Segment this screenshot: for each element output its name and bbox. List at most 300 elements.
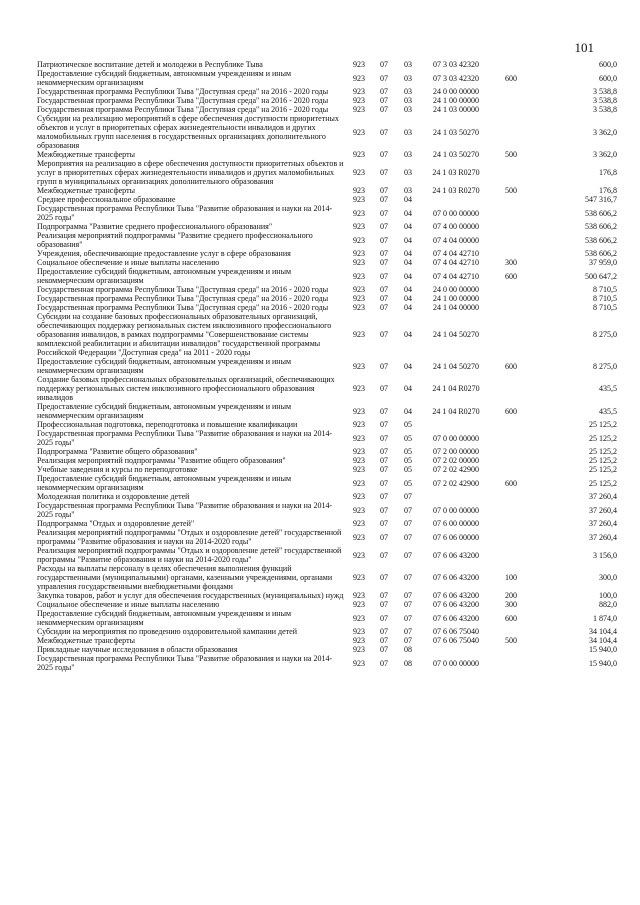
row-expense-type: 600 — [505, 73, 517, 83]
row-subsection-code: 04 — [404, 249, 412, 258]
row-subsection-code: 03 — [404, 87, 412, 96]
row-name: Государственная программа Республики Тыва "Развитие образования и науки на 2014-2025 годы" — [37, 654, 333, 672]
row-gr-code: 923 — [353, 186, 365, 195]
row-section-code: 07 — [380, 285, 388, 294]
row-name: Государственная программа Республики Тыва "Развитие образования и науки на 2014-2025 годы" — [37, 204, 333, 222]
row-target-code: 07 2 02 00000 — [433, 456, 479, 465]
row-subsection-code: 07 — [404, 613, 412, 623]
row-amount: 15 940,0 — [589, 645, 617, 654]
row-section-code: 07 — [380, 87, 388, 96]
row-expense-type — [492, 87, 530, 96]
row-name: Реализация мероприятий подпрограммы "Развитие среднего профессионального образования" — [37, 231, 313, 249]
row-gr-code: 923 — [353, 127, 365, 137]
row-name: Государственная программа Республики Тыва "Доступная среда" на 2016 - 2020 годы — [37, 285, 329, 294]
row-subsection-code: 07 — [404, 550, 412, 560]
row-name: Субсидии на мероприятия по проведению оздоровительной кампании детей — [37, 627, 298, 636]
table-row — [36, 474, 618, 492]
row-target-code: 24 1 00 00000 — [433, 96, 479, 105]
row-section-code: 07 — [380, 492, 388, 501]
row-gr-code: 923 — [353, 636, 365, 645]
row-section-code: 07 — [380, 361, 388, 371]
table-row — [36, 96, 618, 105]
table-row — [36, 159, 618, 186]
table-row — [36, 105, 618, 114]
row-target-code: 24 1 03 00000 — [433, 105, 479, 114]
row-target-code: 07 0 00 00000 — [433, 505, 479, 515]
row-subsection-code: 07 — [404, 600, 412, 609]
row-target-code: 24 0 00 00000 — [433, 285, 479, 294]
row-amount: 538 606,2 — [585, 235, 617, 245]
row-expense-type — [492, 375, 530, 402]
row-subsection-code: 04 — [404, 208, 412, 218]
row-name: Социальное обеспечение и иные выплаты населению — [37, 600, 220, 609]
row-name: Учреждения, обеспечивающие предоставление услуг в сфере образования — [37, 249, 291, 258]
row-gr-code: 923 — [353, 330, 365, 339]
row-target-code: 07 6 06 43200 — [433, 550, 479, 560]
table-row — [36, 402, 618, 420]
table-row — [36, 465, 618, 474]
row-gr-code: 923 — [353, 150, 365, 159]
row-section-code: 07 — [380, 627, 388, 636]
row-subsection-code: 07 — [404, 532, 412, 542]
row-section-code: 07 — [380, 73, 388, 83]
row-gr-code: 923 — [353, 285, 365, 294]
row-gr-code: 923 — [353, 465, 365, 474]
row-amount: 8 710,5 — [593, 303, 617, 312]
row-expense-type: 600 — [505, 406, 517, 416]
row-gr-code: 923 — [353, 87, 365, 96]
row-subsection-code: 04 — [404, 271, 412, 281]
row-expense-type — [492, 546, 530, 564]
row-expense-type — [492, 492, 530, 501]
row-target-code: 24 1 03 R0270 — [432, 186, 480, 195]
row-target-code: 07 2 00 00000 — [433, 447, 479, 456]
row-target-code: 07 6 06 43200 — [433, 573, 479, 582]
row-target-code — [420, 645, 492, 654]
row-amount: 882,0 — [599, 600, 617, 609]
row-expense-type — [492, 204, 530, 222]
row-subsection-code: 04 — [404, 222, 412, 231]
row-amount: 547 316,7 — [585, 195, 617, 204]
row-target-code: 24 1 03 50270 — [433, 150, 479, 159]
row-target-code: 07 6 06 43200 — [433, 613, 479, 623]
row-expense-type — [492, 465, 530, 474]
row-target-code: 24 1 04 R0270 — [432, 384, 480, 393]
row-subsection-code: 07 — [404, 591, 412, 600]
row-section-code: 07 — [380, 636, 388, 645]
row-section-code: 07 — [380, 330, 388, 339]
row-amount: 37 260,4 — [589, 505, 617, 515]
row-gr-code: 923 — [353, 235, 365, 245]
row-gr-code: 923 — [353, 573, 365, 582]
row-target-code: 24 1 03 R0270 — [432, 168, 480, 177]
row-name: Межбюджетные трансферты — [37, 150, 135, 159]
table-row — [36, 114, 618, 150]
row-expense-type: 500 — [505, 636, 517, 645]
row-gr-code: 923 — [353, 96, 365, 105]
row-expense-type: 500 — [505, 150, 517, 159]
row-gr-code: 923 — [353, 478, 365, 488]
row-amount: 25 125,2 — [589, 447, 617, 456]
row-section-code: 07 — [380, 303, 388, 312]
row-name: Социальное обеспечение и иные выплаты населению — [37, 258, 220, 267]
table-row — [36, 258, 618, 267]
table-row — [36, 636, 618, 645]
row-subsection-code: 04 — [404, 330, 412, 339]
table-row — [36, 456, 618, 465]
row-name: Предоставление субсидий бюджетным, автономным учреждениям и иным некоммерческим организациям — [37, 267, 292, 285]
row-name: Реализация мероприятий подпрограммы "Отдых и оздоровление детей" государственной программы "Развитие образования и науки на 2014-2020 годы" — [37, 546, 342, 564]
row-amount: 538 606,2 — [585, 249, 617, 258]
row-gr-code: 923 — [353, 406, 365, 416]
row-section-code: 07 — [380, 600, 388, 609]
row-expense-type: 200 — [505, 591, 517, 600]
row-name: Субсидии на реализацию мероприятий в сфере обеспечения доступности приоритетных объектов и услуг в приоритетных сферах жизнедеятельности инвалидов и других маломобильных групп населения в государственных организациях дополнительного образования — [37, 114, 339, 150]
row-gr-code: 923 — [353, 627, 365, 636]
row-gr-code: 923 — [353, 384, 365, 393]
table-row — [36, 645, 618, 654]
row-amount: 25 125,2 — [589, 456, 617, 465]
row-subsection-code: 08 — [404, 645, 412, 654]
row-name: Создание базовых профессиональных образовательных организаций, обеспечивающих поддержку региональных систем инклюзивного профессионального образования инвалидов — [37, 375, 335, 402]
row-amount: 100,0 — [599, 591, 617, 600]
row-amount: 8 275,0 — [593, 330, 617, 339]
row-gr-code: 923 — [353, 456, 365, 465]
row-section-code: 07 — [380, 505, 388, 515]
row-target-code: 07 6 06 75040 — [433, 636, 479, 645]
budget-table — [36, 60, 618, 672]
row-gr-code: 923 — [353, 447, 365, 456]
row-subsection-code: 03 — [404, 96, 412, 105]
row-expense-type — [492, 447, 530, 456]
row-expense-type — [492, 105, 530, 114]
row-name: Закупка товаров, работ и услуг для обеспечения государственных (муниципальных) нужд — [37, 591, 344, 600]
row-expense-type — [492, 627, 530, 636]
row-target-code: 07 4 04 42710 — [433, 258, 479, 267]
row-name: Государственная программа Республики Тыва "Доступная среда" на 2016 - 2020 годы — [37, 87, 329, 96]
row-name: Государственная программа Республики Тыва "Развитие образования и науки на 2014-2025 годы" — [37, 429, 333, 447]
row-expense-type — [492, 420, 530, 429]
row-name: Государственная программа Республики Тыва "Доступная среда" на 2016 - 2020 годы — [37, 105, 329, 114]
row-section-code: 07 — [380, 294, 388, 303]
row-target-code: 24 1 04 R0270 — [432, 406, 480, 416]
row-gr-code: 923 — [353, 658, 365, 668]
row-subsection-code: 05 — [404, 456, 412, 465]
row-expense-type — [492, 285, 530, 294]
row-amount: 25 125,2 — [589, 433, 617, 443]
row-amount: 8 710,5 — [593, 285, 617, 294]
row-amount: 3 156,0 — [593, 550, 617, 560]
row-name: Межбюджетные трансферты — [37, 636, 135, 645]
table-row — [36, 303, 618, 312]
row-target-code: 07 3 03 42320 — [433, 60, 479, 69]
row-expense-type: 600 — [505, 271, 517, 281]
row-section-code: 07 — [380, 258, 388, 267]
table-row — [36, 528, 618, 546]
row-section-code: 07 — [380, 478, 388, 488]
row-expense-type — [492, 222, 530, 231]
row-section-code: 07 — [380, 186, 388, 195]
table-row — [36, 249, 618, 258]
row-subsection-code: 05 — [404, 478, 412, 488]
row-name: Субсидии на создание базовых профессиональных образовательных организаций, обеспечивающих поддержку региональных систем инклюзивного профессионального образования инвалидов, в рамках подпрограммы "Совершенствование системы комплексной реабилитации и абилитации инвалидов" государственной программы Российской Федерации "Доступная среда" на 2011 - 2020 годы — [37, 312, 332, 357]
row-subsection-code: 03 — [404, 127, 412, 137]
row-section-code: 07 — [380, 168, 388, 177]
table-row — [36, 222, 618, 231]
row-target-code: 07 4 04 42710 — [433, 271, 479, 281]
row-name: Расходы на выплаты персоналу в целях обеспечения выполнения функций государственными (муниципальными) органами, казенными учреждениями, органами управления государственными внебюджетными фондами — [37, 564, 333, 591]
row-expense-type: 100 — [505, 573, 517, 582]
row-gr-code: 923 — [353, 532, 365, 542]
row-target-code — [420, 492, 492, 501]
row-section-code: 07 — [380, 96, 388, 105]
row-gr-code: 923 — [353, 645, 365, 654]
row-expense-type — [492, 249, 530, 258]
row-expense-type — [492, 456, 530, 465]
row-subsection-code: 07 — [404, 492, 412, 501]
row-subsection-code: 04 — [404, 294, 412, 303]
row-amount: 8 275,0 — [593, 361, 617, 371]
row-subsection-code: 04 — [404, 384, 412, 393]
row-name: Реализация мероприятий подпрограммы "Развитие общего образования" — [37, 456, 286, 465]
table-row — [36, 600, 618, 609]
row-subsection-code: 04 — [404, 285, 412, 294]
row-name: Государственная программа Республики Тыва "Доступная среда" на 2016 - 2020 годы — [37, 303, 329, 312]
row-amount: 3 538,8 — [593, 87, 617, 96]
row-section-code: 07 — [380, 420, 388, 429]
row-gr-code: 923 — [353, 195, 365, 204]
table-row — [36, 501, 618, 519]
row-target-code: 07 4 04 42710 — [433, 249, 479, 258]
row-target-code: 24 0 00 00000 — [433, 87, 479, 96]
row-subsection-code: 04 — [404, 361, 412, 371]
row-name: Предоставление субсидий бюджетным, автономным учреждениям и иным некоммерческим организациям — [37, 609, 292, 627]
page-number: 101 — [574, 40, 594, 55]
row-target-code: 07 2 02 42900 — [433, 478, 479, 488]
row-target-code: 07 6 06 75040 — [433, 627, 479, 636]
table-row — [36, 357, 618, 375]
row-name: Среднее профессиональное образование — [37, 195, 176, 204]
row-subsection-code: 07 — [404, 627, 412, 636]
row-amount: 37 959,0 — [589, 258, 617, 267]
row-gr-code: 923 — [353, 60, 365, 69]
row-subsection-code: 03 — [404, 168, 412, 177]
row-amount: 176,8 — [599, 168, 617, 177]
row-subsection-code: 04 — [404, 406, 412, 416]
row-target-code — [420, 195, 492, 204]
row-gr-code: 923 — [353, 105, 365, 114]
row-subsection-code: 05 — [404, 433, 412, 443]
row-amount: 34 104,4 — [589, 627, 617, 636]
row-target-code: 24 1 03 50270 — [433, 127, 479, 137]
row-expense-type — [492, 96, 530, 105]
row-gr-code: 923 — [353, 73, 365, 83]
row-section-code: 07 — [380, 271, 388, 281]
row-subsection-code: 04 — [404, 258, 412, 267]
row-gr-code: 923 — [353, 591, 365, 600]
row-gr-code: 923 — [353, 550, 365, 560]
row-section-code: 07 — [380, 532, 388, 542]
table-row — [36, 204, 618, 222]
row-target-code: 07 6 06 00000 — [433, 532, 479, 542]
table-row — [36, 627, 618, 636]
row-amount: 3 538,8 — [593, 105, 617, 114]
row-target-code: 07 6 00 00000 — [433, 519, 479, 528]
row-subsection-code: 08 — [404, 658, 412, 668]
row-target-code: 07 2 02 42900 — [433, 465, 479, 474]
table-row — [36, 420, 618, 429]
row-amount: 34 104,4 — [589, 636, 617, 645]
row-section-code: 07 — [380, 447, 388, 456]
row-expense-type — [492, 645, 530, 654]
row-section-code: 07 — [380, 384, 388, 393]
row-target-code: 07 0 00 00000 — [433, 658, 479, 668]
table-row — [36, 564, 618, 591]
row-expense-type — [492, 519, 530, 528]
row-subsection-code: 03 — [404, 186, 412, 195]
row-target-code: 07 4 04 00000 — [433, 235, 479, 245]
row-amount: 3 362,0 — [593, 127, 617, 137]
row-subsection-code: 03 — [404, 60, 412, 69]
row-amount: 600,0 — [599, 60, 617, 69]
row-expense-type: 300 — [505, 600, 517, 609]
row-subsection-code: 03 — [404, 73, 412, 83]
table-row — [36, 654, 618, 672]
row-subsection-code: 05 — [404, 420, 412, 429]
row-section-code: 07 — [380, 658, 388, 668]
row-expense-type: 600 — [505, 478, 517, 488]
table-row — [36, 186, 618, 195]
row-section-code: 07 — [380, 105, 388, 114]
row-subsection-code: 04 — [404, 303, 412, 312]
row-section-code: 07 — [380, 550, 388, 560]
row-expense-type — [492, 231, 530, 249]
row-name: Государственная программа Республики Тыва "Развитие образования и науки на 2014-2025 годы" — [37, 501, 333, 519]
row-section-code: 07 — [380, 235, 388, 245]
row-section-code: 07 — [380, 456, 388, 465]
row-amount: 37 260,4 — [589, 519, 617, 528]
row-target-code: 07 6 06 43200 — [433, 591, 479, 600]
row-section-code: 07 — [380, 645, 388, 654]
row-target-code: 24 1 00 00000 — [433, 294, 479, 303]
row-name: Предоставление субсидий бюджетным, автономным учреждениям и иным некоммерческим организациям — [37, 357, 292, 375]
row-name: Межбюджетные трансферты — [37, 186, 135, 195]
row-subsection-code: 07 — [404, 636, 412, 645]
row-subsection-code: 05 — [404, 465, 412, 474]
row-amount: 300,0 — [599, 573, 617, 582]
row-target-code: 07 0 00 00000 — [433, 433, 479, 443]
row-amount: 37 260,4 — [589, 532, 617, 542]
table-row — [36, 312, 618, 357]
row-amount: 3 362,0 — [593, 150, 617, 159]
row-expense-type — [492, 159, 530, 186]
table-row — [36, 285, 618, 294]
row-target-code: 07 4 00 00000 — [433, 222, 479, 231]
row-amount: 25 125,2 — [589, 420, 617, 429]
row-target-code: 24 1 04 50270 — [433, 330, 479, 339]
row-amount: 15 940,0 — [589, 658, 617, 668]
row-expense-type — [492, 654, 530, 672]
row-amount: 37 260,4 — [589, 492, 617, 501]
row-section-code: 07 — [380, 613, 388, 623]
row-amount: 538 606,2 — [585, 222, 617, 231]
row-gr-code: 923 — [353, 271, 365, 281]
row-amount: 3 538,8 — [593, 96, 617, 105]
row-subsection-code: 07 — [404, 519, 412, 528]
row-gr-code: 923 — [353, 258, 365, 267]
row-name: Патриотическое воспитание детей и молодежи в Республике Тыва — [37, 60, 263, 69]
row-gr-code: 923 — [353, 168, 365, 177]
row-expense-type — [492, 303, 530, 312]
row-name: Мероприятия на реализацию в сфере обеспечения доступности приоритетных объектов и услуг в приоритетных сферах жизнедеятельности инвалидов и других маломобильных групп в муниципальных организациях дополнительного образования — [37, 159, 344, 186]
row-amount: 435,5 — [599, 406, 617, 416]
row-amount: 600,0 — [599, 73, 617, 83]
row-amount: 8 710,5 — [593, 294, 617, 303]
row-amount: 538 606,2 — [585, 208, 617, 218]
row-gr-code: 923 — [353, 249, 365, 258]
table-row — [36, 60, 618, 69]
table-row — [36, 87, 618, 96]
row-target-code: 24 1 04 50270 — [433, 361, 479, 371]
row-gr-code: 923 — [353, 492, 365, 501]
row-name: Государственная программа Республики Тыва "Доступная среда" на 2016 - 2020 годы — [37, 294, 329, 303]
row-gr-code: 923 — [353, 208, 365, 218]
row-amount: 25 125,2 — [589, 465, 617, 474]
row-gr-code: 923 — [353, 433, 365, 443]
row-section-code: 07 — [380, 591, 388, 600]
row-expense-type — [492, 294, 530, 303]
row-gr-code: 923 — [353, 303, 365, 312]
table-row — [36, 231, 618, 249]
row-expense-type — [492, 114, 530, 150]
row-section-code: 07 — [380, 406, 388, 416]
table-row — [36, 492, 618, 501]
row-subsection-code: 04 — [404, 195, 412, 204]
table-row — [36, 519, 618, 528]
table-row — [36, 375, 618, 402]
row-amount: 435,5 — [599, 384, 617, 393]
row-target-code: 07 0 00 00000 — [433, 208, 479, 218]
row-section-code: 07 — [380, 249, 388, 258]
row-gr-code: 923 — [353, 505, 365, 515]
row-subsection-code: 04 — [404, 235, 412, 245]
row-name: Реализация мероприятий подпрограммы "Отдых и оздоровление детей" государственной программы "Развитие образования и науки на 2014-2020 годы" — [37, 528, 342, 546]
row-name: Подпрограмма "Развитие общего образования" — [37, 447, 198, 456]
table-row — [36, 267, 618, 285]
row-expense-type — [492, 429, 530, 447]
row-gr-code: 923 — [353, 613, 365, 623]
row-amount: 500 647,2 — [585, 271, 617, 281]
row-expense-type: 600 — [505, 613, 517, 623]
row-expense-type — [492, 528, 530, 546]
row-expense-type: 300 — [505, 258, 517, 267]
row-target-code — [420, 420, 492, 429]
row-section-code: 07 — [380, 433, 388, 443]
table-row — [36, 447, 618, 456]
row-name: Учебные заведения и курсы по переподготовке — [37, 465, 198, 474]
table-row — [36, 150, 618, 159]
row-name: Прикладные научные исследования в области образования — [37, 645, 238, 654]
row-name: Молодежная политика и оздоровление детей — [37, 492, 190, 501]
table-row — [36, 294, 618, 303]
table-row — [36, 429, 618, 447]
row-section-code: 07 — [380, 222, 388, 231]
row-expense-type — [492, 312, 530, 357]
row-target-code: 07 3 03 42320 — [433, 73, 479, 83]
row-amount: 25 125,2 — [589, 478, 617, 488]
table-row — [36, 195, 618, 204]
row-name: Государственная программа Республики Тыва "Доступная среда" на 2016 - 2020 годы — [37, 96, 329, 105]
